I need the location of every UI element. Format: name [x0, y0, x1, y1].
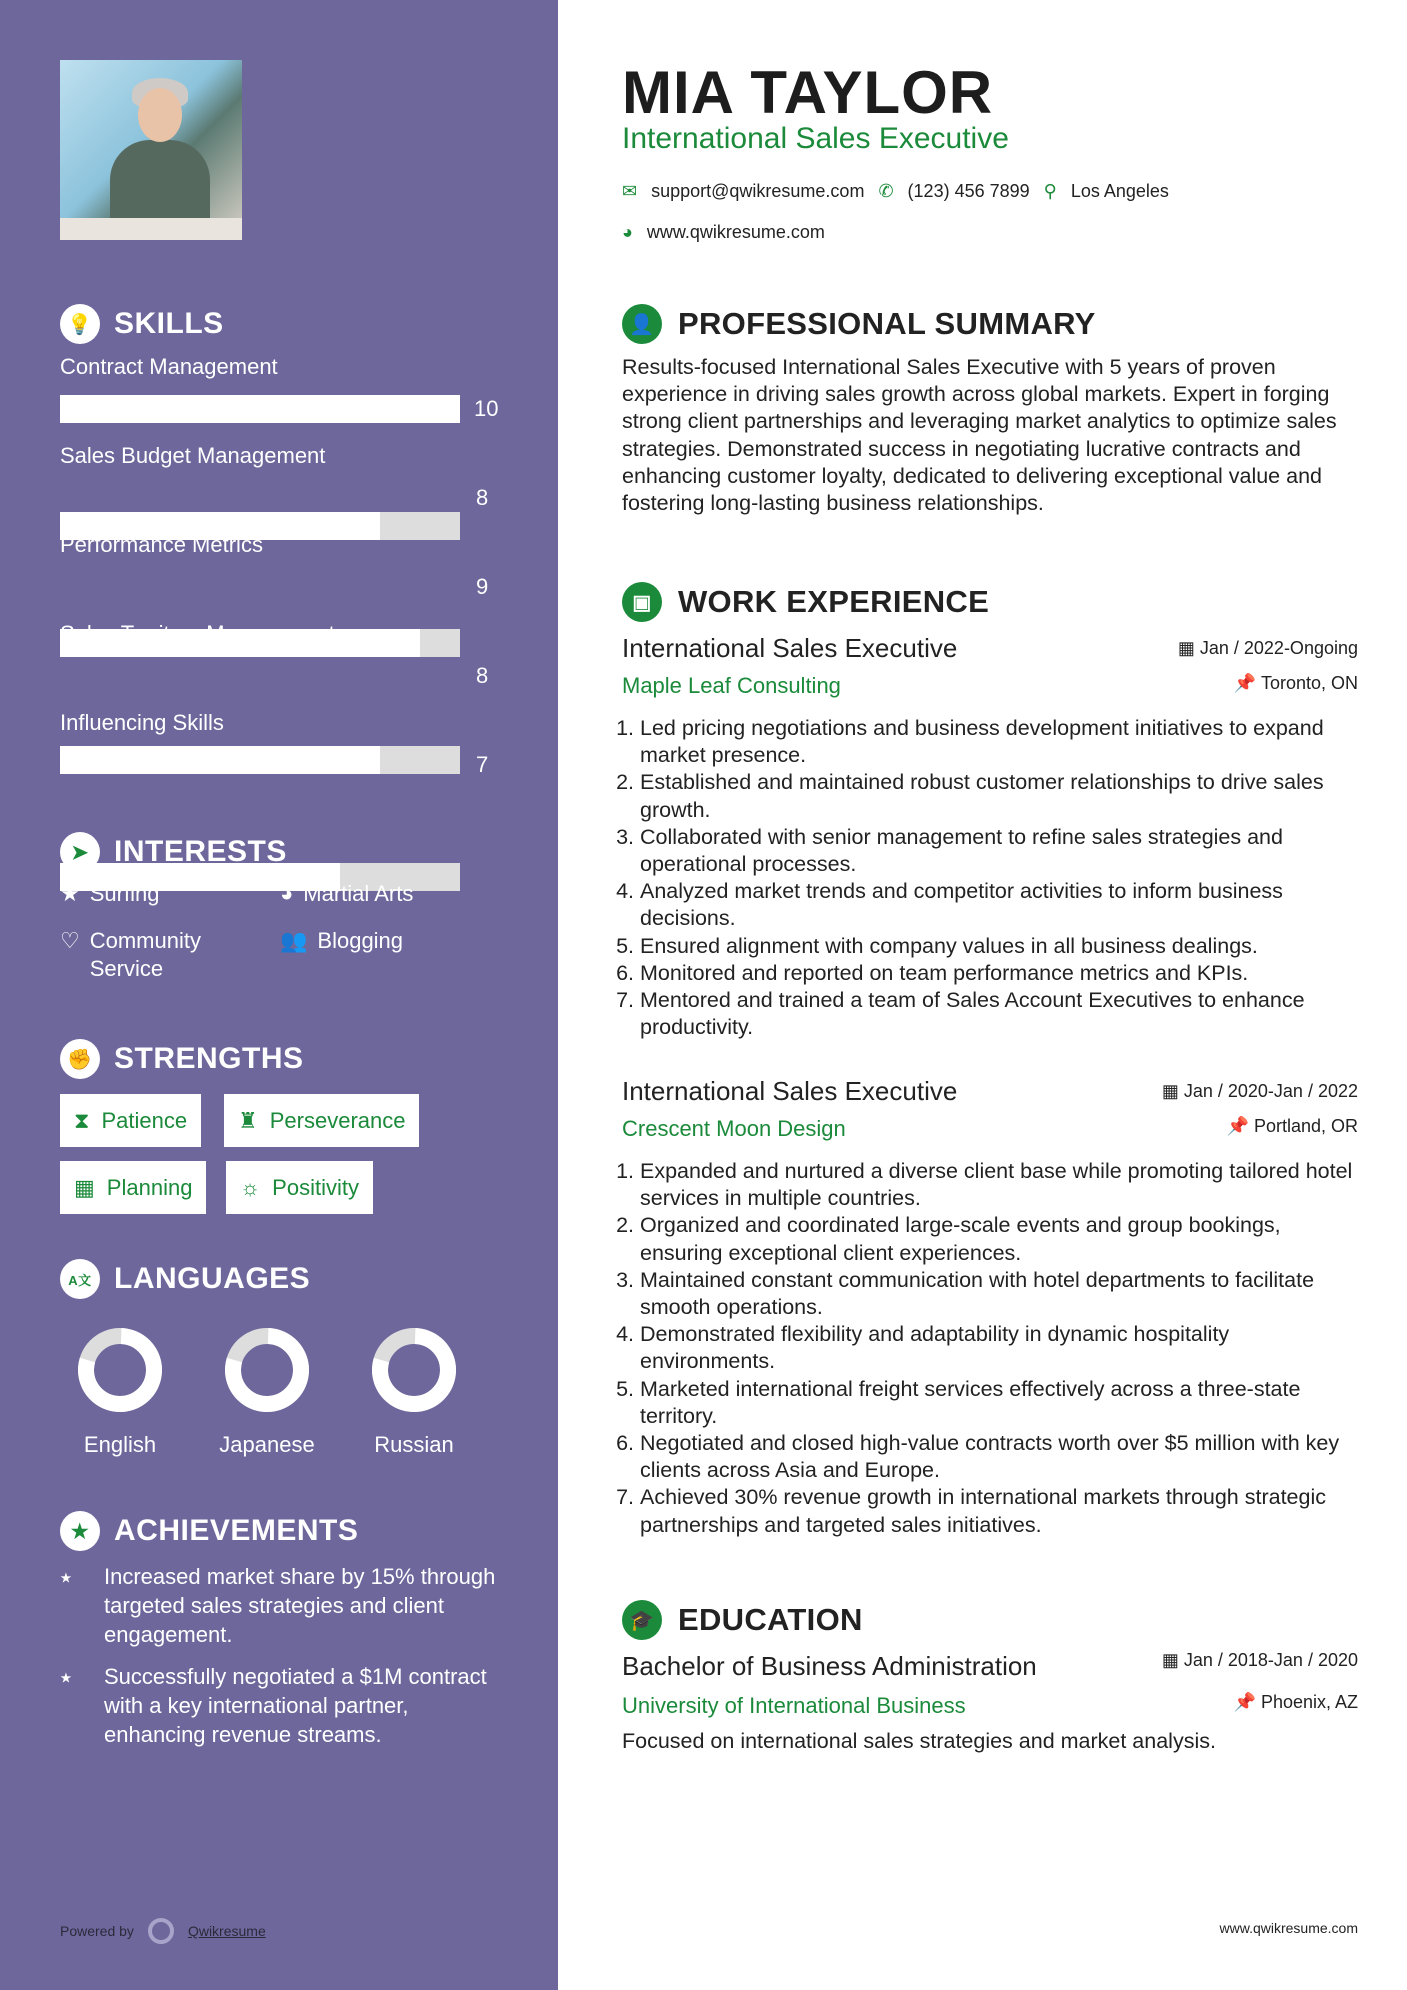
language-donut [222, 1325, 312, 1415]
phone-icon: ✆ [878, 181, 894, 201]
achievement-item: ⭑ Successfully negotiated a $1M contract with a key international partner, enhancing revenue streams. [60, 1664, 487, 1747]
strength-badge: ♜ Perseverance [224, 1094, 419, 1147]
job-bullets [610, 1158, 1362, 1539]
skill-label: Performance Metrics [60, 532, 263, 557]
job-bullet: 1. Led pricing negotiations and business development initiatives to expand market presence. [640, 715, 1362, 769]
phone: (123) 456 7899 [907, 181, 1030, 201]
calendar-icon: ▦ [1177, 638, 1200, 658]
fist-icon: ✊ [60, 1039, 100, 1079]
pin-icon: 📌 [1233, 673, 1261, 693]
strengths-heading: ✊ STRENGTHS [60, 1039, 304, 1079]
education-description: Focused on international sales strategies and market analysis. [622, 1729, 1216, 1753]
skill-bar [60, 746, 460, 774]
heart-icon: ♡ [60, 928, 80, 953]
education-location: 📌 Phoenix, AZ [1233, 1692, 1358, 1712]
achievements-heading: ★ ACHIEVEMENTS [60, 1511, 358, 1551]
envelope-icon: ✉ [622, 181, 638, 201]
map-pin-icon: ⚲ [1043, 181, 1057, 201]
lightbulb-icon: 💡 [60, 304, 100, 344]
footer-website[interactable]: www.qwikresume.com [1219, 1920, 1358, 1936]
interest-item: ♡ Community Service [60, 928, 201, 981]
interest-item: ◕ Martial Arts [280, 881, 414, 906]
job-bullet: 7. Mentored and trained a team of Sales Account Executives to enhance productivity. [640, 987, 1362, 1041]
job-bullets [610, 715, 1362, 1041]
powered-by: Powered by Qwikresume [60, 1918, 266, 1944]
job-bullet: 2. Organized and coordinated large-scale events and group bookings, ensuring exceptional client experiences. [640, 1212, 1362, 1266]
calendar-icon: ▦ [74, 1174, 95, 1200]
translate-icon: A文 [60, 1259, 100, 1299]
star-icon: ★ [60, 881, 80, 906]
job-bullet: 3. Maintained constant communication with hotel departments to facilitate smooth operations. [640, 1267, 1362, 1321]
job-title: International Sales Executive [622, 633, 958, 663]
skill-label: Contract Management [60, 354, 278, 379]
contact-row [622, 181, 1169, 202]
education-heading: 🎓 EDUCATION [622, 1600, 863, 1640]
skill-value: 7 [476, 752, 489, 777]
job-bullet: 1. Expanded and nurtured a diverse client base while promoting tailored hotel services in multiple countries. [640, 1158, 1362, 1212]
work-heading: ▣ WORK EXPERIENCE [622, 582, 989, 622]
job-bullet: 7. Achieved 30% revenue growth in international markets through strategic partnerships and targeted sales initiatives. [640, 1484, 1362, 1538]
skill-label: Sales Territory Management [60, 621, 335, 646]
candidate-title: International Sales Executive [622, 122, 1009, 155]
company: Crescent Moon Design [622, 1116, 846, 1141]
strength-badge: ▦ Planning [60, 1161, 206, 1214]
skill-label: Sales Budget Management [60, 443, 326, 468]
qwikresume-link[interactable]: Qwikresume [187, 1923, 266, 1939]
language-label: Japanese [219, 1432, 315, 1457]
graduation-icon: 🎓 [622, 1600, 662, 1640]
location: Los Angeles [1070, 181, 1169, 201]
calendar-icon: ▦ [1161, 1081, 1184, 1101]
sun-icon: ☼ [240, 1174, 261, 1200]
job-bullet: 5. Ensured alignment with company values in all business dealings. [640, 933, 1362, 960]
user-icon: 👤 [622, 304, 662, 344]
skill-value: 10 [474, 396, 499, 421]
skill-bar-fill [60, 395, 460, 423]
globe-icon: ◕ [622, 222, 633, 242]
skills-heading: 💡 SKILLS [60, 304, 224, 344]
job-bullet: 6. Negotiated and closed high-value contracts worth over $5 million with key clients across Asia and Europe. [640, 1430, 1362, 1484]
skill-bar-fill [60, 746, 380, 774]
degree: Bachelor of Business Administration [622, 1651, 1037, 1681]
website[interactable]: www.qwikresume.com [646, 222, 825, 242]
job-bullet: 4. Analyzed market trends and competitor activities to inform business decisions. [640, 878, 1362, 932]
interest-item: 👥 Blogging [280, 928, 404, 953]
star-icon: ⭑ [60, 1564, 72, 1589]
job-bullet: 5. Marketed international freight services effectively across a three-state territory. [640, 1376, 1362, 1430]
job-dates: ▦ Jan / 2022-Ongoing [1177, 638, 1358, 658]
job-bullet: 2. Established and maintained robust customer relationships to drive sales growth. [640, 769, 1362, 823]
interest-item: ★ Surfing [60, 881, 160, 906]
paper-plane-icon: ➤ [60, 832, 100, 872]
star-badge-icon: ★ [60, 1511, 100, 1551]
language-label: Russian [374, 1432, 454, 1457]
strength-badge: ⧗ Patience [60, 1094, 201, 1147]
skill-value: 8 [476, 485, 489, 510]
profile-photo [60, 60, 242, 240]
job-bullet: 6. Monitored and reported on team performance metrics and KPIs. [640, 960, 1362, 987]
education-dates: ▦ Jan / 2018-Jan / 2020 [1161, 1650, 1358, 1670]
school: University of International Business [622, 1693, 966, 1718]
skill-value: 8 [476, 663, 489, 688]
achievement-item: ⭑ Increased market share by 15% through targeted sales strategies and client engagement. [60, 1564, 496, 1647]
qwikresume-logo-icon [148, 1918, 174, 1944]
star-icon: ⭑ [60, 1664, 72, 1689]
job-dates: ▦ Jan / 2020-Jan / 2022 [1161, 1081, 1358, 1101]
job-title: International Sales Executive [622, 1076, 958, 1106]
pin-icon: 📌 [1233, 1692, 1261, 1712]
email[interactable]: support@qwikresume.com [651, 181, 865, 201]
calendar-icon: ▦ [1161, 1650, 1184, 1670]
job-location: 📌 Toronto, ON [1233, 673, 1358, 693]
binoculars-icon: ♜ [238, 1107, 258, 1133]
job-location: 📌 Portland, OR [1226, 1116, 1358, 1136]
hourglass-icon: ⧗ [74, 1107, 90, 1133]
summary-heading: 👤 PROFESSIONAL SUMMARY [622, 304, 1096, 344]
languages-heading: A文 LANGUAGES [60, 1259, 310, 1299]
language-donut [369, 1325, 459, 1415]
globe-icon: ◕ [280, 881, 294, 906]
skill-bar [60, 395, 460, 423]
language-donut [75, 1325, 165, 1415]
skill-label: Influencing Skills [60, 710, 224, 735]
company: Maple Leaf Consulting [622, 673, 841, 698]
users-icon: 👥 [280, 928, 308, 953]
briefcase-icon: ▣ [622, 582, 662, 622]
pin-icon: 📌 [1226, 1116, 1254, 1136]
language-label: English [83, 1432, 157, 1457]
website-row [622, 222, 825, 243]
summary-text: Results-focused International Sales Executive with 5 years of proven experience in driving sales growth across global markets. Expert in forging strong client partnerships and leveraging market analytics to optimize sales strategies. Demonstrated success in negotiating lucrative contracts and enhancing customer loyalty, dedicated to delivering exceptional value and fostering long-lasting business relationships. [622, 355, 1337, 516]
interests-heading: ➤ INTERESTS [60, 832, 287, 872]
candidate-name: MIA TAYLOR [622, 59, 994, 126]
skill-value: 9 [476, 574, 489, 599]
strength-badge: ☼ Positivity [226, 1161, 373, 1214]
job-bullet: 4. Demonstrated flexibility and adaptability in dynamic hospitality environments. [640, 1321, 1362, 1375]
job-bullet: 3. Collaborated with senior management to refine sales strategies and operational processes. [640, 824, 1362, 878]
